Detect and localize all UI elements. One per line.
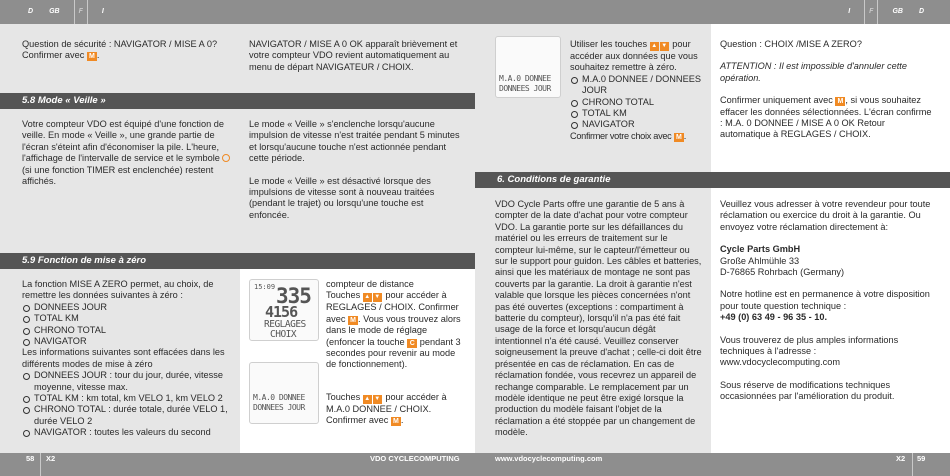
- website-link[interactable]: www.vdocyclecomputing.com: [495, 454, 603, 463]
- choix-block: [720, 39, 932, 141]
- hotline-phone: +49 (0) 63 49 - 96 35 - 10.: [720, 312, 828, 323]
- lang-de: D: [918, 8, 924, 16]
- screen-line2: CHOIX: [270, 329, 297, 340]
- brand-footer: VDO CYCLECOMPUTING: [370, 454, 460, 463]
- up-key-icon: ▲: [364, 294, 371, 301]
- touches2-c: Confirmer avec: [326, 415, 389, 426]
- company-city: D-76865 Rohrbach (Germany): [720, 267, 845, 278]
- timer-clock-icon: [222, 154, 230, 162]
- list-item: DONNEES JOUR : tour du jour, durée, vitesse moyenne, vitesse max.: [22, 370, 236, 393]
- dist-text-e: pendant 3 secondes pour revenir au mode de fonctionnement).: [326, 336, 461, 370]
- dist-text-a: compteur de distance: [326, 279, 414, 289]
- divider: [877, 0, 878, 24]
- distance-instructions: [326, 279, 466, 371]
- section-6-title: 6. Conditions de garantie: [475, 172, 950, 188]
- util-a: Utiliser les touches: [570, 39, 648, 49]
- list-item: TOTAL KM : km total, km VELO 1, km VELO 2: [22, 393, 236, 404]
- contact-block: [720, 199, 932, 403]
- mise-intro: La fonction MISE A ZERO permet, au choix, de remettre les données suivantes à zéro :: [22, 279, 214, 301]
- touches2-b: pour accéder à M.A.0 DONNEE / CHOIX.: [326, 392, 447, 414]
- screen-line1: M.A.0 DONNEE: [499, 74, 551, 83]
- veille-text-2: (si une fonction TIMER est enclenchée) restent affichés.: [22, 164, 214, 187]
- lang-gb: GB: [892, 8, 903, 16]
- list-item: CHRONO TOTAL : durée totale, durée VELO 1, durée VELO 2: [22, 404, 236, 427]
- m-key-icon: M: [674, 133, 684, 142]
- touches2-a: Touches: [326, 392, 361, 402]
- up-key-icon: ▲: [651, 43, 658, 49]
- list-item: CHRONO TOTAL: [570, 97, 705, 108]
- revendeur-text: Veuillez vous adresser à votre revendeur pour toute réclamation ou exercice du droit à la garantie. Ou envoyez votre réclamation directement à:: [720, 199, 931, 232]
- page-number-right: 59: [917, 454, 926, 463]
- screen-line1: REGLAGES: [264, 319, 306, 330]
- divider: [40, 453, 41, 476]
- m-key-icon: M: [835, 97, 845, 106]
- screen-line2: DONNEES JOUR: [253, 403, 305, 412]
- veille-details: [249, 119, 461, 221]
- list-item: TOTAL KM: [570, 108, 705, 119]
- display-screen-mise-a-zero: [249, 362, 319, 424]
- down-key-icon: ▼: [661, 43, 668, 49]
- screen-line2: DONNEES JOUR: [499, 84, 551, 93]
- lang-i: I: [848, 8, 851, 16]
- lang-f: F: [869, 8, 874, 16]
- list-item: DONNEES JOUR: [22, 302, 236, 313]
- lang-f: F: [78, 8, 83, 16]
- choix-question: Question : CHOIX /MISE A ZERO?: [720, 39, 862, 49]
- effacees-list: [22, 370, 236, 438]
- reserve-text: Sous réserve de modifications techniques occasionnées par l'amélioration du produit.: [720, 379, 895, 402]
- company-street: Große Ahlmühle 33: [720, 255, 800, 266]
- util-list: [570, 74, 705, 131]
- effacees-intro: Les informations suivantes sont effacées dans les différents modes de mise à zéro: [22, 347, 225, 369]
- c-key-icon: C: [407, 339, 417, 348]
- section-5-8-title: 5.8 Mode « Veille »: [0, 93, 475, 109]
- list-item: TOTAL KM: [22, 313, 236, 324]
- hotline-text: Notre hotline est en permanence à votre disposition pour toute question technique :: [720, 289, 930, 311]
- security-confirm: Confirmer avec: [22, 50, 85, 61]
- util-b: pour accéder aux données que vous souhaitez remettre à zéro.: [570, 39, 698, 73]
- page-number-left: 58: [26, 454, 35, 463]
- m-key-icon: M: [87, 52, 97, 61]
- down-key-icon: ▼: [374, 396, 381, 402]
- list-item: NAVIGATOR : toutes les valeurs du second: [22, 427, 236, 438]
- footer-left: [0, 453, 475, 476]
- security-question: Question de sécurité : NAVIGATOR / MISE A 0?: [22, 39, 218, 49]
- dist-text-d: . Vous vous trouvez alors dans le mode de réglage (enfoncer la touche: [326, 313, 461, 347]
- header-left: [0, 0, 475, 24]
- screen-distance: 4156: [265, 303, 298, 321]
- list-item: NAVIGATOR: [22, 336, 236, 347]
- confirm-b: , si vous souhaitez effacer les données sélectionnées. L'écran confirme : M.A. 0 DONNEE / MISE A 0 OK Retour automatique à REGLAGES / CHOIX.: [720, 95, 932, 140]
- confirm-a: Confirmer uniquement avec: [720, 95, 833, 106]
- lang-de: D: [28, 8, 34, 16]
- screen-time: 15:09: [254, 283, 276, 291]
- header-right: [475, 0, 950, 24]
- model-right: X2: [896, 454, 906, 463]
- display-screen-reglages: [249, 279, 319, 341]
- divider: [74, 0, 75, 24]
- up-key-icon: ▲: [364, 396, 371, 402]
- dist-text-c: pour accéder à REGLAGES / CHOIX. Confirmer avec: [326, 290, 459, 324]
- nav-confirm-text: NAVIGATOR / MISE A 0 OK apparaît brièvement et votre compteur VDO revient automatiquement au menu de départ NAVIGATEUR / CHOIX.: [249, 39, 458, 72]
- veille-text-1: Votre compteur VDO est équipé d'une fonction de veille. En mode « Veille », une grande partie de l'écran s'éteint afin d'économiser la pile. L'heure, l'affichage de l'intervalle de service et le symbole: [22, 119, 224, 164]
- model-left: X2: [46, 454, 56, 463]
- info-text: Vous trouverez de plus amples informations techniques à l'adresse : www.vdocyclecomputing.com: [720, 334, 899, 368]
- screen-speed: 335: [276, 284, 311, 308]
- lang-i: I: [101, 8, 104, 16]
- list-item: M.A.0 DONNEE / DONNEES JOUR: [570, 74, 705, 97]
- list-item: NAVIGATOR: [570, 119, 705, 130]
- company-name: Cycle Parts GmbH: [720, 244, 801, 255]
- dist-text-b: Touches: [326, 290, 361, 301]
- divider: [864, 0, 865, 24]
- utiliser-block: Utiliser les touches ▲ ▼ pour accéder aux données que vous souhaitez remettre à zéro. M.A.0 DONNEE / DONNEES JOUR CHRONO TOTAL TOTAL KM NAVIGATOR Confirmer votre choix avec M .: [570, 39, 705, 142]
- attention-note: ATTENTION : Il est impossible d'annuler cette opération.: [720, 61, 907, 83]
- divider: [87, 0, 88, 24]
- down-key-icon: ▼: [374, 294, 381, 301]
- veille-paragraph-2: Le mode « Veille » est désactivé lorsque des impulsions de vitesse sont à nouveau traitées (pendant le trajet) ou lorsqu'une touche est enfoncée.: [249, 175, 435, 220]
- section-5-9-title: 5.9 Fonction de mise à zéro: [0, 253, 475, 269]
- lang-gb: GB: [49, 8, 60, 16]
- util-confirm: Confirmer votre choix avec: [570, 130, 672, 141]
- list-item: CHRONO TOTAL: [22, 325, 236, 336]
- divider: [912, 453, 913, 476]
- mise-list: [22, 302, 236, 348]
- screen-line1: M.A.0 DONNEE: [253, 393, 305, 402]
- m-key-icon: M: [348, 316, 358, 325]
- footer-right: [475, 453, 950, 476]
- veille-paragraph-1: Le mode « Veille » s'enclenche lorsqu'aucune impulsion de vitesse n'est traitée pendant 5 minutes et lorsqu'aucune touche n'est actionnée pendant cette période.: [249, 119, 460, 164]
- display-screen-choix: [495, 36, 561, 98]
- veille-description: [22, 119, 234, 187]
- mise-a-zero-block: [22, 279, 236, 439]
- touches-instructions: Touches ▲ ▼ pour accéder à M.A.0 DONNEE / CHOIX. Confirmer avec M .: [326, 392, 447, 426]
- garantie-text: VDO Cycle Parts offre une garantie de 5 ans à compter de la date d'achat pour votre compteur VDO. La garantie porte sur les défaillances du matériel ou les erreurs de traitement sur le compteur lui-même, sur le capteur/l'émetteur ou sur le support pour guidon. Les câbles et batteries, ainsi que les matériaux de montage ne sont pas couverts par la garantie. La droit à garantie n'est valable que lorsque les pièces concernées n'ont pas été ouvertes (exceptions : compartiment à batterie du compteur), lorsqu'il n'a pas été fait usage de la force et lorsqu'aucun dégât intentionnel n'a été causé. Veuillez conserver soigneusement la preuve d'achat ; celle-ci doit être présentée en cas de réclamation. En cas de réclamation fondée, vous recevrez un appareil de rechange comparable. Le remplacement par un modèle identique ne peut être exigé lorsque la production du modèle faisant l'objet de la réclamation a été stoppée par un changement de modèle.: [495, 199, 702, 438]
- m-key-icon: M: [391, 417, 401, 426]
- security-question-block: Question de sécurité : NAVIGATOR / MISE A 0? Confirmer avec M .: [22, 39, 234, 62]
